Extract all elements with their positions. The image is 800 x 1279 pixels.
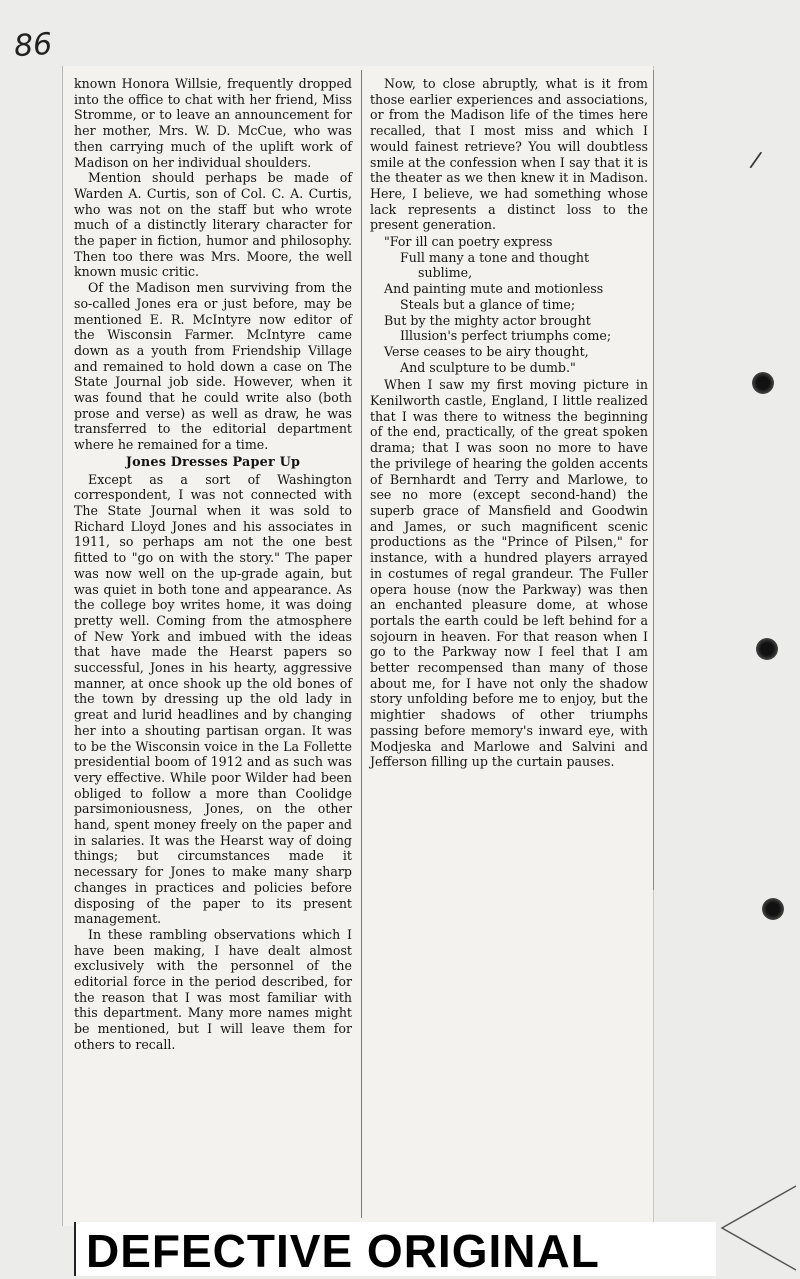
right-paragraph-close: When I saw my first moving picture in Kenilworth castle, England, I little realized that I was there to witness the beginning of the end, practically, of the great spoken drama; that I was soon no more to have the privilege of hearing the golden accents of Bernhardt and Terry and Marlowe, to see no more (except second-hand) the superb grace of Mansfield and Goodwin and James, or such magnificent scenic productions as the "Prince of Pilsen," for instance, with a hundred players arrayed in costumes of regal grandeur. The Fuller opera house (now the Parkway) was then an enchanted pleasure dome, at whose portals the earth could be left behind for a sojourn in heaven. For that reason when I go to the Parkway now I feel that I am better recompensed than many of those about me, for I have not only the shadow story unfolding before me to enjoy, but the mightier shadows of other triumphs passing before memory's inward eye, with Modjeska and Marlowe and Salvini and Jefferson filling up the curtain pauses. bbox=[370, 377, 648, 770]
right-paragraph-intro: Now, to close abruptly, what is it from those earlier experiences and associations, or from the Madison life of the times here recalled, that I most miss and which I would fainest retrieve? You will doubtless smile at the confession when I say that it is the theater as we then knew it in Madison. Here, I believe, we had something whose lack represents a distinct loss to the present generation. bbox=[370, 76, 648, 233]
poem-line: But by the mighty actor brought bbox=[384, 312, 591, 328]
punch-hole-mark bbox=[756, 638, 778, 660]
left-paragraph-2: Mention should perhaps be made of Warden A. Curtis, son of Col. C. A. Curtis, who was not on the staff but who wrote much of a distinctly literary character for the paper in fiction, humor and philosophy. Then too there was Mrs. Moore, the well known music critic. bbox=[74, 170, 352, 280]
subheading: Jones Dresses Paper Up bbox=[125, 454, 301, 470]
poem-line: "For ill can poetry express bbox=[384, 234, 553, 250]
left-paragraph-5: In these rambling observations which I have been making, I have dealt almost exclusively with the personnel of the editorial force in the period described, for the reason that I was most familiar with this department. Many more names might be mentioned, but I will leave them for others to recall. bbox=[74, 926, 352, 1052]
punch-hole-mark bbox=[752, 372, 774, 394]
poem-line: Steals but a glance of time; bbox=[400, 296, 576, 312]
defective-original-stamp: DEFECTIVE ORIGINAL bbox=[86, 1225, 600, 1277]
poem-quote bbox=[370, 234, 648, 375]
left-paragraph-1: known Honora Willsie, frequently dropped into the office to chat with her friend, Miss Stromme, or to leave an announcement for her mother, Mrs. W. D. McCue, who was then carrying much of the uplift work of Madison on her individual shoulders. bbox=[74, 76, 352, 170]
right-edge-rule bbox=[653, 70, 654, 890]
poem-line: And painting mute and motionless bbox=[384, 281, 604, 297]
pencil-check-mark: / bbox=[748, 147, 764, 174]
poem-line: Illusion's perfect triumphs come; bbox=[400, 328, 612, 344]
punch-hole-mark bbox=[762, 898, 784, 920]
poem-line: Verse ceases to be airy thought, bbox=[384, 343, 589, 359]
handwritten-page-number: 86 bbox=[12, 26, 54, 65]
left-column bbox=[74, 76, 352, 1053]
poem-line: Full many a tone and thought bbox=[400, 249, 590, 265]
column-divider bbox=[361, 70, 362, 1218]
poem-line: sublime, bbox=[418, 265, 473, 281]
left-paragraph-3: Of the Madison men surviving from the so-called Jones era or just before, may be mentioned E. R. McIntyre now editor of the Wisconsin Farmer. McIntyre came down as a youth from Friendship Village and remained to hold down a case on The State Journal job side. However, when it was found that he could write also (both prose and verse) as well as draw, he was transferred to the editorial department where he remained for a time. bbox=[74, 280, 352, 453]
right-column bbox=[370, 76, 648, 770]
corner-fold-mark bbox=[718, 1182, 798, 1272]
left-paragraph-4: Except as a sort of Washington correspondent, I was not connected with The State Journal when it was sold to Richard Lloyd Jones and his associates in 1911, so perhaps am not the one best fitted to "go on with the story." The paper was now well on the up-grade again, but was quiet in both tone and appearance. As the college boy writes home, it was doing pretty well. Coming from the atmosphere of New York and imbued with the ideas that have made the Hearst papers so successful, Jones in his hearty, aggressive manner, at once shook up the old bones of the town by dressing up the old lady in great and lurid headlines and by changing her into a shouting partisan organ. It was to be the Wisconsin voice in the La Follette presidential boom of 1912 and as such was very effective. While poor Wilder had been obliged to follow a more than Coolidge parsimoniousness, Jones, on the other hand, spent money freely on the paper and in salaries. It was the Hearst way of doing things; but circumstances made it necessary for Jones to make many sharp changes in practices and policies before disposing of the paper to its present management. bbox=[74, 471, 352, 927]
poem-line: And sculpture to be dumb." bbox=[400, 359, 576, 375]
